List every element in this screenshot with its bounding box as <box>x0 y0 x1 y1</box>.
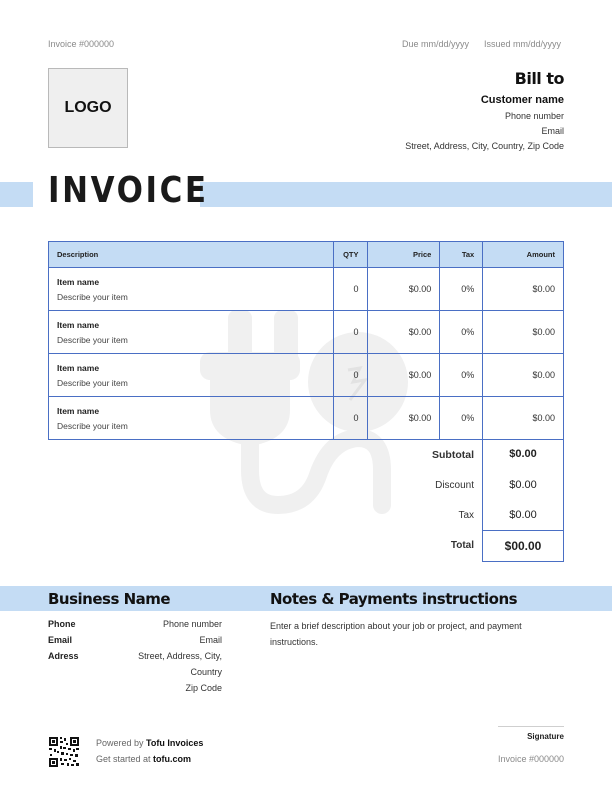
business-address-line: Country <box>190 667 222 677</box>
customer-address: Street, Address, City, Country, Zip Code <box>405 141 564 151</box>
customer-email: Email <box>541 126 564 136</box>
item-price: $0.00 <box>367 354 440 397</box>
business-phone-label: Phone <box>48 619 76 629</box>
item-amount: $0.00 <box>483 354 564 397</box>
items-table <box>48 241 564 440</box>
tax-value: $0.00 <box>509 509 537 521</box>
subtotal-value: $0.00 <box>509 448 537 460</box>
logo-text: LOGO <box>64 99 112 116</box>
business-email-label: Email <box>48 635 73 645</box>
item-desc: Describe your item <box>57 377 128 388</box>
powered-brand: Tofu Invoices <box>146 738 204 748</box>
title-band-left <box>0 182 33 207</box>
item-price: $0.00 <box>367 397 440 440</box>
title-band-right <box>200 182 612 207</box>
item-amount: $0.00 <box>483 311 564 354</box>
item-desc: Describe your item <box>57 334 128 345</box>
col-tax: Tax <box>440 242 483 268</box>
totals-separator <box>482 530 564 531</box>
item-tax: 0% <box>440 397 483 440</box>
business-address-line: Street, Address, City, <box>138 651 222 661</box>
item-qty: 0 <box>333 354 367 397</box>
footer-invoice-number: Invoice #000000 <box>497 754 564 764</box>
item-amount: $0.00 <box>483 397 564 440</box>
table-header-row <box>49 242 564 268</box>
qr-code-icon <box>48 736 80 768</box>
started-link[interactable]: tofu.com <box>153 754 192 764</box>
item-qty: 0 <box>333 268 367 311</box>
item-tax: 0% <box>440 354 483 397</box>
table-row <box>49 397 564 440</box>
customer-phone: Phone number <box>504 111 564 121</box>
item-description-cell <box>49 354 334 397</box>
item-amount: $0.00 <box>483 268 564 311</box>
business-address-line: Zip Code <box>185 683 222 693</box>
table-row <box>49 268 564 311</box>
col-amount: Amount <box>483 242 564 268</box>
item-name: Item name <box>57 405 100 416</box>
item-description-cell <box>49 311 334 354</box>
item-description-cell <box>49 397 334 440</box>
get-started <box>96 754 191 764</box>
started-prefix: Get started at <box>96 754 154 764</box>
discount-value: $0.00 <box>509 479 537 491</box>
item-description-cell <box>49 268 334 311</box>
signature-line <box>498 726 564 727</box>
table-row <box>49 311 564 354</box>
item-desc: Describe your item <box>57 420 128 431</box>
header-invoice-number: Invoice #000000 <box>48 39 115 49</box>
signature-label: Signature <box>527 732 564 741</box>
logo-placeholder <box>48 68 128 148</box>
item-price: $0.00 <box>367 268 440 311</box>
item-price: $0.00 <box>367 311 440 354</box>
notes-text: Enter a brief description about your job or project, and payment instructions. <box>270 621 522 647</box>
notes-heading: Notes & Payments instructions <box>270 590 518 608</box>
item-qty: 0 <box>333 397 367 440</box>
header-due-date: Due mm/dd/yyyy <box>402 39 470 49</box>
powered-prefix: Powered by <box>96 738 147 748</box>
header-issued-date: Issued mm/dd/yyyy <box>484 39 562 49</box>
invoice-title: INVOICE <box>48 170 209 211</box>
bill-to-heading: Bill to <box>514 69 564 88</box>
discount-label: Discount <box>435 480 474 491</box>
total-value: $00.00 <box>504 539 542 553</box>
table-row <box>49 354 564 397</box>
item-name: Item name <box>57 362 100 373</box>
col-qty: QTY <box>333 242 367 268</box>
total-label: Total <box>450 540 474 551</box>
business-name: Business Name <box>48 590 171 608</box>
item-tax: 0% <box>440 268 483 311</box>
subtotal-label: Subtotal <box>432 449 474 461</box>
item-name: Item name <box>57 276 100 287</box>
business-address-label: Adress <box>48 651 79 661</box>
customer-name: Customer name <box>480 94 564 106</box>
tax-label: Tax <box>458 510 474 521</box>
bill-to-block <box>405 69 564 151</box>
col-price: Price <box>367 242 440 268</box>
business-phone: Phone number <box>162 619 222 629</box>
col-description: Description <box>49 242 334 268</box>
item-tax: 0% <box>440 311 483 354</box>
item-qty: 0 <box>333 311 367 354</box>
item-desc: Describe your item <box>57 291 128 302</box>
powered-by <box>96 738 203 748</box>
business-email: Email <box>199 635 222 645</box>
item-name: Item name <box>57 319 100 330</box>
